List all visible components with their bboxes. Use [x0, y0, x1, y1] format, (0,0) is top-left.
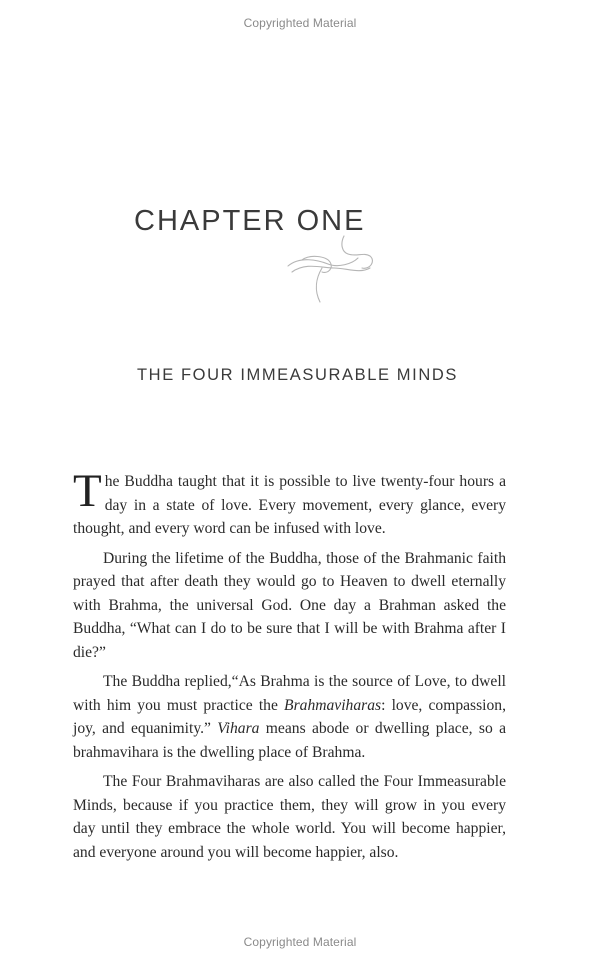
paragraph-1 — [73, 465, 506, 541]
paragraph-3-text-c: means abode or dwelling place, so a brahmavihara is the dwelling place of Brahma. — [73, 720, 506, 761]
chapter-title: THE FOUR IMMEASURABLE MINDS — [137, 366, 458, 384]
paragraph-3 — [73, 670, 506, 764]
chapter-body — [73, 465, 506, 870]
paragraph-4: The Four Brahmaviharas are also called the Four Immeasurable Minds, because if you practice them, they will grow in you every day until they embrace the whole world. You will become happier, and everyone around you will become happier, also. — [73, 773, 506, 861]
drop-cap: T — [73, 465, 102, 517]
copyright-watermark-top: Copyrighted Material — [243, 16, 357, 30]
term-brahmaviharas: Brahmaviharas — [284, 696, 382, 714]
paragraph-3-text-b: : love, compassion, joy, and equanimity.” — [73, 696, 506, 737]
copyright-watermark-bottom: Copyrighted Material — [243, 935, 357, 949]
term-vihara: Vihara — [217, 720, 260, 737]
paragraph-1-text: he Buddha taught that it is possible to live twenty-four hours a day in a state of love. Every movement, every glance, every thought, and every word can be infused with love. — [73, 473, 506, 537]
chapter-label: CHAPTER ONE — [134, 205, 366, 237]
paragraph-3-text-a: The Buddha replied,“As Brahma is the source of Love, to dwell with him you must practice the — [73, 673, 506, 714]
ornamental-flourish — [282, 234, 382, 306]
paragraph-2: During the lifetime of the Buddha, those of the Brahmanic faith prayed that after death they would go to Heaven to dwell eternally with Brahma, the universal God. One day a Brahman asked the Buddha, “What can I do to be sure that I will be with Brahma after I die?” — [73, 549, 506, 661]
